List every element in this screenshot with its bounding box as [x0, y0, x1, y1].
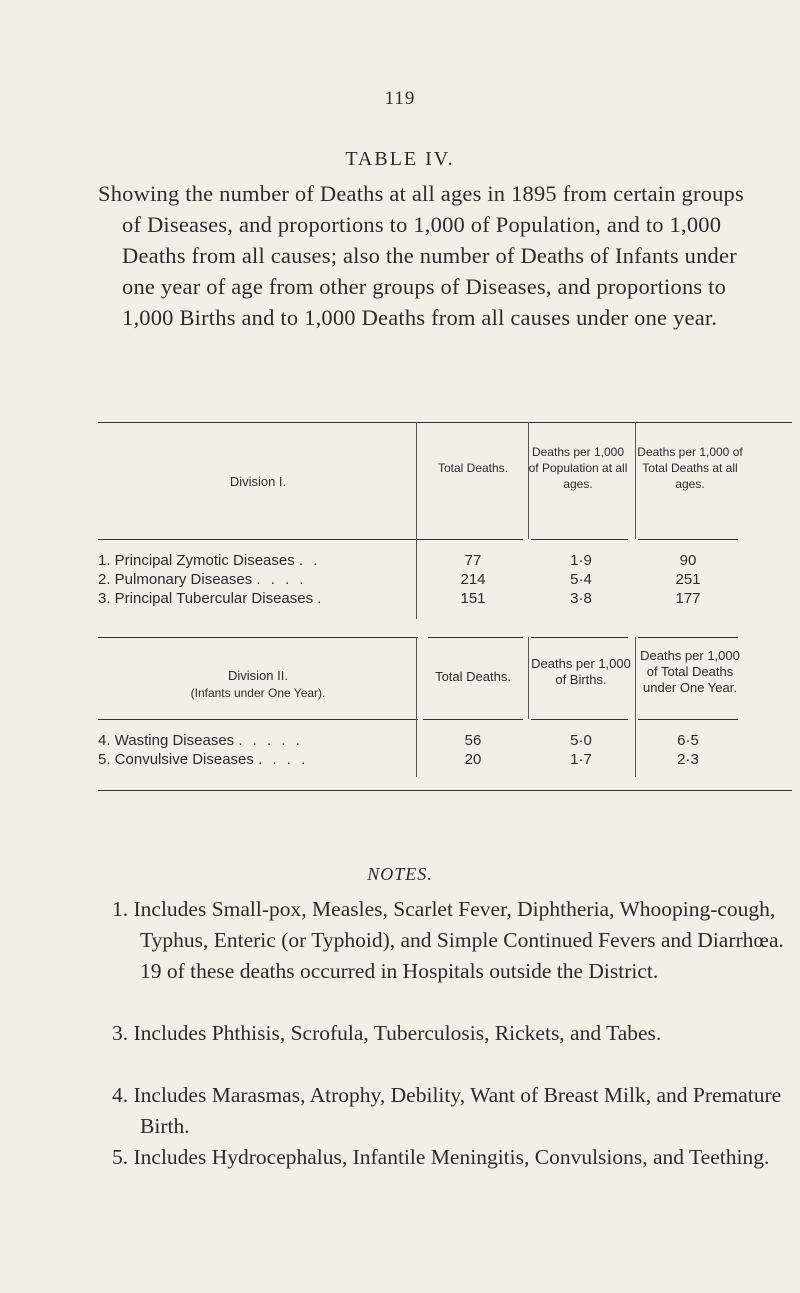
division2-top-rule-4 — [638, 637, 738, 638]
row-rate: 3·8 — [570, 590, 592, 607]
division1-col-prop: Deaths per 1,000 of Total Deaths at all ages. — [637, 445, 743, 491]
mortality-table — [98, 422, 792, 852]
row-label: 5. Convulsive Diseases — [98, 751, 254, 768]
division2-data-vrule-1 — [416, 719, 417, 777]
row-prop: 251 — [675, 571, 701, 588]
row-leader-dots: . . . . . — [238, 732, 303, 749]
row-label: 1. Principal Zymotic Diseases — [98, 552, 295, 569]
intro-paragraph: Showing the number of Deaths at all ages in 1895 from certain groups of Diseases, and proportions to 1,000 of Population, and to 1,000 Deaths from all causes; also the number of Deaths of Infants under one year of age from other groups of Diseases, and proportions to 1,000 Births and to 1,000 Deaths from all causes under one year. — [98, 181, 744, 330]
row-leader-dots: . . . . — [256, 571, 307, 588]
row-leader-dots: . . . . — [258, 751, 309, 768]
row-rate: 1·9 — [570, 552, 592, 569]
division2-header-rule-2 — [423, 719, 523, 720]
row-total: 214 — [460, 571, 486, 588]
table-row — [98, 732, 428, 749]
division1-header-rule-3 — [531, 539, 628, 540]
division1-header-rule-4 — [638, 539, 738, 540]
table-row — [98, 590, 428, 607]
division2-data-vrule-3 — [635, 719, 636, 777]
table-title: TABLE IV. — [345, 148, 455, 170]
division1-col-rate: Deaths per 1,000 of Population at all ages. — [528, 445, 628, 491]
row-label: 2. Pulmonary Diseases — [98, 571, 253, 588]
division2-header-rule — [98, 719, 418, 720]
division2-col-rate: Deaths per 1,000 of Births. — [531, 656, 631, 687]
row-label: 3. Principal Tubercular Diseases — [98, 590, 314, 607]
note-item: 1. Includes Small-pox, Measles, Scarlet Fever, Diphtheria, Whooping-cough, Typhus, Enteric (or Typhoid), and Simple Continued Fevers and Diarrhœa. 19 of these deaths occurred in Hospitals outside the District. — [112, 897, 784, 983]
row-leader-dots: . . — [298, 552, 321, 569]
division2-header-rule-4 — [638, 719, 738, 720]
division2-col-total: Total Deaths. — [435, 669, 511, 684]
division2-subheader: (Infants under One Year). — [190, 686, 326, 700]
row-prop: 177 — [675, 590, 701, 607]
division2-top-rule-2 — [428, 637, 523, 638]
row-prop: 6·5 — [677, 732, 699, 749]
division1-vrule-3 — [635, 422, 636, 539]
row-label: 4. Wasting Diseases — [98, 732, 235, 749]
division1-data-vrule-1 — [416, 539, 417, 619]
division1-header-rule-2 — [423, 539, 523, 540]
row-prop: 90 — [679, 552, 697, 569]
division2-col-prop: Deaths per 1,000 of Total Deaths under One Year. — [640, 648, 740, 695]
row-total: 56 — [464, 732, 482, 749]
note-item: 4. Includes Marasmas, Atrophy, Debility, Want of Breast Milk, and Premature Birth. — [112, 1083, 782, 1138]
division1-header-rule — [98, 539, 423, 540]
division1-vrule-1 — [416, 422, 417, 539]
division2-top-rule-3 — [531, 637, 628, 638]
division1-vrule-2 — [528, 422, 529, 539]
note-item: 3. Includes Phthisis, Scrofula, Tuberculosis, Rickets, and Tabes. — [112, 1021, 662, 1045]
division2-vrule-2 — [528, 637, 529, 719]
page-number: 119 — [384, 88, 416, 109]
row-rate: 5·0 — [570, 732, 592, 749]
division1-header: Division I. — [229, 474, 287, 489]
table-row — [98, 751, 428, 768]
table-bottom-rule — [98, 790, 792, 791]
table-top-rule — [98, 422, 792, 423]
row-total: 20 — [464, 751, 482, 768]
notes-title: NOTES. — [367, 864, 433, 884]
note-item: 5. Includes Hydrocephalus, Infantile Meningitis, Convulsions, and Teething. — [112, 1145, 770, 1169]
table-row — [98, 552, 428, 569]
division1-col-total: Total Deaths. — [437, 461, 509, 475]
row-rate: 5·4 — [570, 571, 592, 588]
row-prop: 2·3 — [677, 751, 699, 768]
row-total: 77 — [464, 552, 482, 569]
division2-top-rule — [98, 637, 418, 638]
division2-vrule-1 — [416, 637, 417, 719]
row-total: 151 — [460, 590, 486, 607]
division2-vrule-3 — [635, 637, 636, 719]
division2-header: Division II. — [228, 668, 288, 683]
table-row — [98, 571, 428, 588]
row-leader-dots: . — [317, 590, 325, 607]
division2-header-rule-3 — [531, 719, 628, 720]
row-rate: 1·7 — [570, 751, 592, 768]
